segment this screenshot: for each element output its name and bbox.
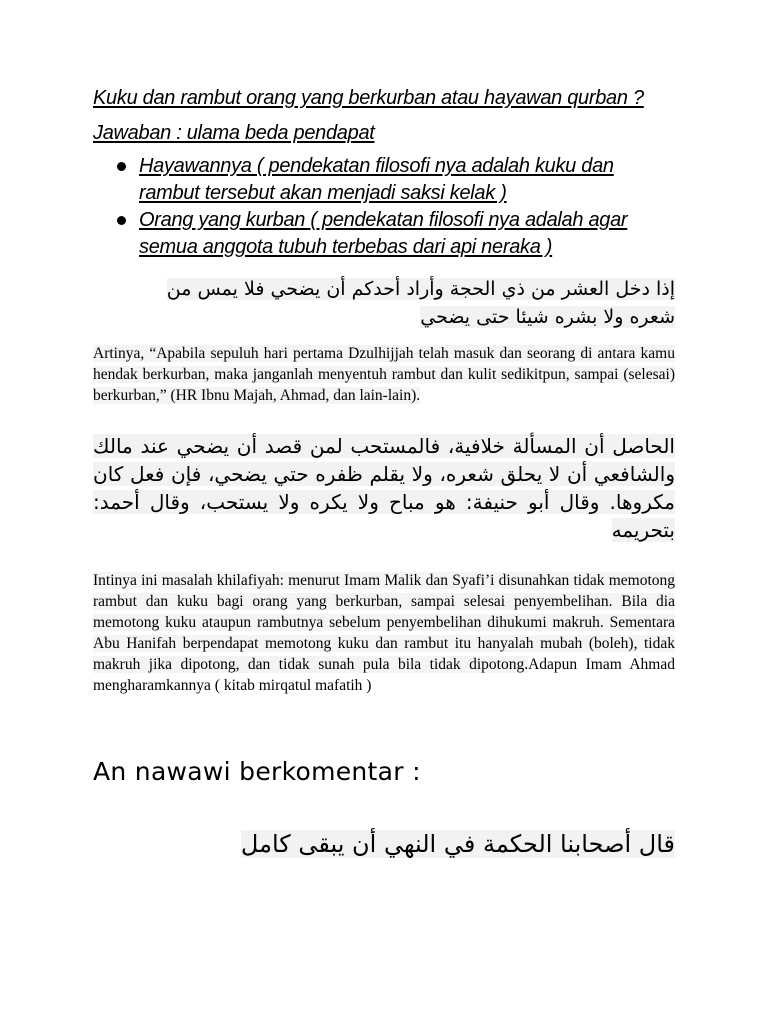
opinion-list — [93, 153, 675, 261]
translation-text: Artinya, “Apabila sepuluh hari pertama Dzulhijjah telah masuk dan seorang di antara kamu hendak berkurban, maka janganlah menyentuh rambut dan kulit sedikitpun, sampai (selesai) berkurban,” (HR Ibnu Majah, Ahmad, dan lain-lain). — [93, 345, 675, 404]
nawawi-arabic-text: قال أصحابنا الحكمة في النهي أن يبقى كامل — [240, 830, 675, 858]
bullet-icon — [117, 216, 126, 225]
hadith-arabic-text: إذا دخل العشر من ذي الحجة وأراد أحدكم أن يضحي فلا يمس من شعره ولا بشره شيئا حتى يضحي — [166, 278, 675, 328]
opinion-text: Hayawannya ( pendekatan filosofi nya adalah kuku dan rambut tersebut akan menjadi saksi kelak ) — [139, 155, 614, 204]
bullet-icon — [117, 162, 126, 171]
nawawi-heading: An nawawi berkomentar : — [93, 757, 421, 786]
opinion-text: Orang yang kurban ( pendekatan filosofi nya adalah agar semua anggota tubuh terbebas dari api neraka ) — [139, 209, 628, 258]
summary-paragraph — [93, 570, 675, 696]
summary-text: Intinya ini masalah khilafiyah: menurut Imam Malik dan Syafi’i disunahkan tidak memotong rambut dan kuku bagi orang yang berkurban, sampai selesai penyembelihan. Bila dia memotong kuku ataupun rambutnya sebelum penyembelihan dihukumi makruh. Sementara Abu Hanifah berpendapat memotong kuku dan rambut itu hanyalah mubah (boleh), tidak makruh jika dipotong, dan tidak sunah pula bila tidak dipotong. — [93, 572, 675, 673]
document-page — [93, 85, 675, 860]
hadith-arabic — [93, 275, 675, 331]
translation-paragraph — [93, 343, 675, 406]
list-item — [139, 153, 675, 207]
khilaf-arabic-text: الحاصل أن المسألة خلافية، فالمستحب لمن قصد أن يضحي عند مالك والشافعي أن لا يحلق شعره، ولا يقلم ظفره حتي يضحي، فإن فعل كان مكروها. وقال أبو حنيفة: هو مباح ولا يكره ولا يستحب، وقال أحمد: بتحريمه — [93, 434, 675, 542]
summary-tail-text: Adapun Imam Ahmad mengharamkannya ( kitab mirqatul mafatih ) — [93, 656, 675, 694]
nawawi-arabic — [93, 828, 675, 860]
question-heading: Kuku dan rambut orang yang berkurban atau hayawan qurban ? — [93, 87, 644, 109]
khilaf-arabic — [93, 432, 675, 544]
list-item — [139, 207, 675, 261]
answer-line: Jawaban : ulama beda pendapat — [93, 122, 375, 144]
